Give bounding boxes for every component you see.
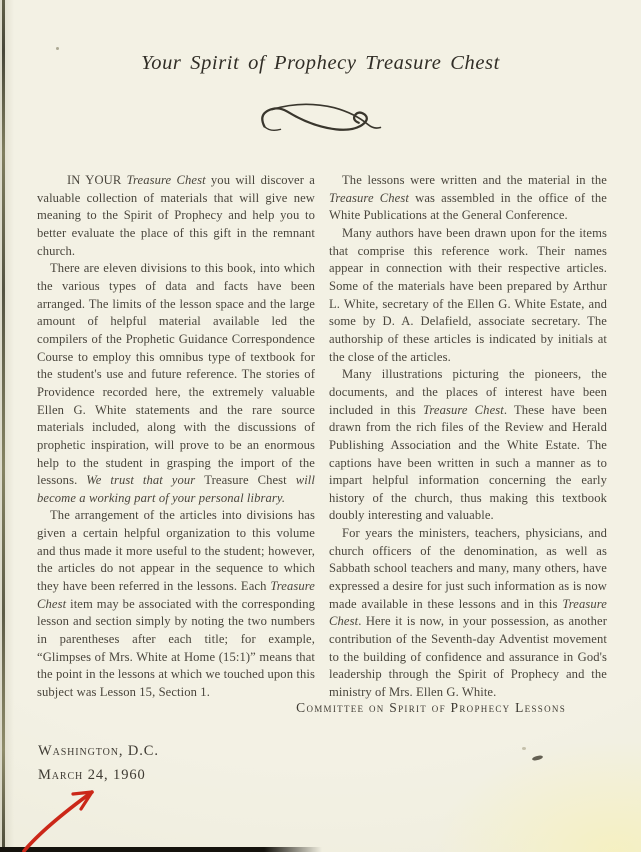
red-arrow-annotation [10,782,110,852]
paragraph: IN YOUR Treasure Chest you will discover a valuable collection of materials that will give new meaning to the Spirit of Prophecy and help you to better evaluate the place of this gift in the remnant church. [37,173,315,258]
footer-date: March 24, 1960 [38,767,146,783]
footer-location: Washington, D.C. [38,743,159,759]
paragraph: The arrangement of the articles into divisions has given a certain helpful organization to this volume and thus made it more useful to the student; however, the articles do not appear in the sequence to which they have been referred in the lessons. Each Treasure Chest item may be associated with the corresponding lesson and section simply by noting the two numbers in parentheses after each title; for example, “Glimpses of Mrs. White at Home (15:1)” means that the point in the lessons at which we touched upon this subject was Lesson 15, Section 1. [37,508,315,700]
left-column [37,172,315,702]
paper-speck [522,747,526,750]
committee-signature: Committee on Spirit of Prophecy Lessons [296,700,566,715]
right-column [329,172,607,702]
paragraph: For years the ministers, teachers, physicians, and church officers of the denomination, as well as Sabbath school teachers and many, many others, have expressed a desire for just such information as is now made available in these lessons and in this Treasure Chest. Here it is now, in your possession, as another contribution of the Seventh-day Adventist movement to the building of confidence and assurance in God's leadership through the Spirit of Prophecy and the ministry of Mrs. Ellen G. White. [329,526,607,700]
paragraph: There are eleven divisions to this book, into which the various types of data and facts have been arranged. The limits of the lesson space and the large amount of helpful material available led the compilers of the Prophetic Guidance Correspondence Course to employ this omnibus type of textbook for the student's use and future reference. The stories of Providence recorded here, the extremely valuable Ellen G. White statements and the rare source materials included, along with the discussions of prophetic inspiration, will prove to be an enormous help to the student in grasping the import of the lessons. We trust that your Treasure Chest will become a working part of your personal library. [37,261,315,505]
stray-ink-mark [532,755,544,762]
body-text [37,172,607,702]
paragraph: The lessons were written and the material in the Treasure Chest was assembled in the office of the White Publications at the General Conference. [329,173,607,223]
paragraph: Many authors have been drawn upon for the items that comprise this reference work. Their names appear in connection with their respective articles. Some of the materials have been prepared by Arthur L. White, secretary of the Ellen G. White Estate, and some by D. A. Delafield, associate secretary. The authorship of these articles is indicated by initials at the close of the articles. [329,225,607,364]
paper-speck [56,47,59,50]
page-title: Your Spirit of Prophecy Treasure Chest [141,52,500,74]
flourish-ornament-icon [0,98,641,145]
paragraph: Many illustrations picturing the pioneers, the documents, and the places of interest have been included in this Treasure Chest. These have been drawn from the rich files of the Review and Herald Publishing Association and the White Estate. The captions have been written in such a manner as to impart helpful information concerning the early history of the church, thus making this textbook doubly interesting and valuable. [329,367,607,523]
